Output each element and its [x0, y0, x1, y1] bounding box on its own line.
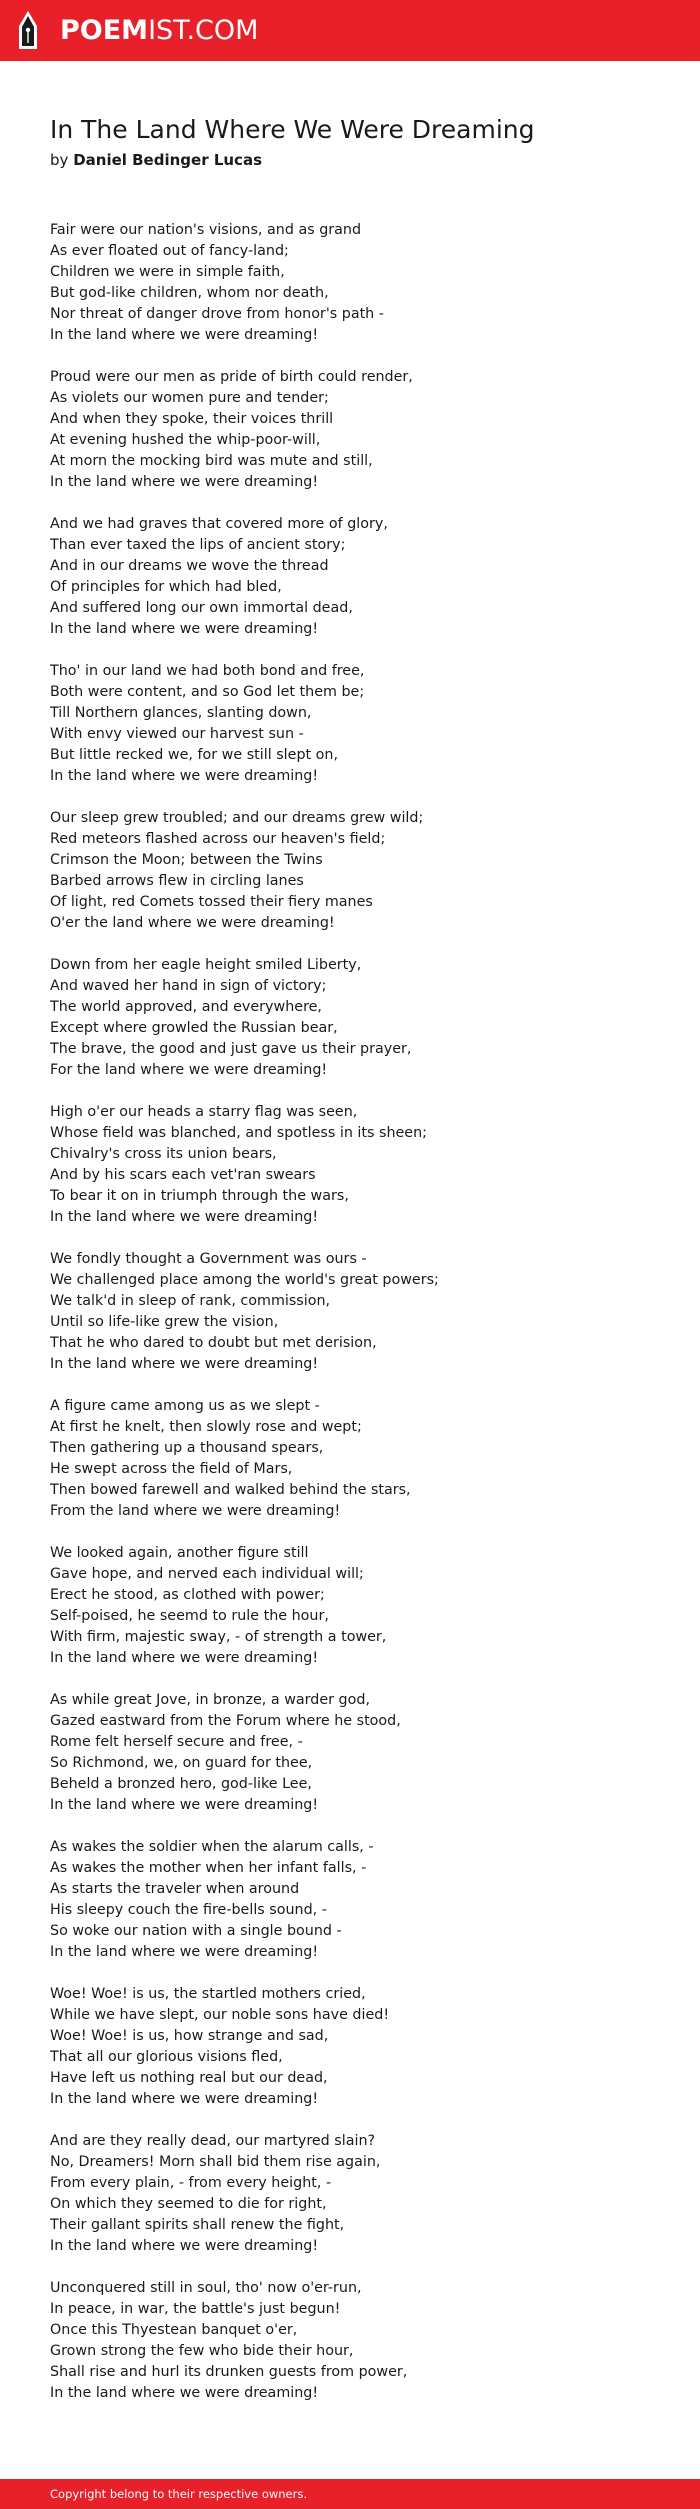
- poem-line: Beheld a bronzed hero, god-like Lee,: [50, 1776, 312, 1792]
- stanza: [50, 1102, 670, 1228]
- stanza: [50, 661, 670, 787]
- poem-line: We challenged place among the world's great powers;: [50, 1272, 439, 1288]
- stanza: [50, 808, 670, 934]
- poem-line: Down from her eagle height smiled Liberty,: [50, 957, 362, 973]
- poem-line: In the land where we were dreaming!: [50, 474, 319, 490]
- poem-line: In the land where we were dreaming!: [50, 768, 319, 784]
- poem-line: From the land where we were dreaming!: [50, 1503, 341, 1519]
- stanza: [50, 220, 670, 346]
- poem-line: Gazed eastward from the Forum where he stood,: [50, 1713, 401, 1729]
- poem-line: And when they spoke, their voices thrill: [50, 411, 334, 427]
- poem-line: We fondly thought a Government was ours -: [50, 1251, 367, 1267]
- poem-line: Then bowed farewell and walked behind the stars,: [50, 1482, 411, 1498]
- stanza: [50, 1396, 670, 1522]
- poem-line: Of light, red Comets tossed their fiery manes: [50, 894, 373, 910]
- poem-line: For the land where we were dreaming!: [50, 1062, 328, 1078]
- poem-line: And we had graves that covered more of glory,: [50, 516, 388, 532]
- poem-line: Their gallant spirits shall renew the fight,: [50, 2217, 345, 2233]
- poem-line: Nor threat of danger drove from honor's path -: [50, 306, 384, 322]
- poem-line: So woke our nation with a single bound -: [50, 1923, 342, 1939]
- poem-line: Grown strong the few who bide their hour,: [50, 2343, 354, 2359]
- poem-line: In the land where we were dreaming!: [50, 1356, 319, 1372]
- poem-line: Fair were our nation's visions, and as grand: [50, 222, 362, 238]
- poem-line: He swept across the field of Mars,: [50, 1461, 293, 1477]
- poem-line: Crimson the Moon; between the Twins: [50, 852, 323, 868]
- poem-line: His sleepy couch the fire-bells sound, -: [50, 1902, 327, 1918]
- poem-line: In the land where we were dreaming!: [50, 621, 319, 637]
- poem-line: In the land where we were dreaming!: [50, 1797, 319, 1813]
- poem-line: Unconquered still in soul, tho' now o'er-run,: [50, 2280, 362, 2296]
- poem-body: [50, 220, 670, 2425]
- poem-line: From every plain, - from every height, -: [50, 2175, 332, 2191]
- poem-line: As violets our women pure and tender;: [50, 390, 329, 406]
- poem-line: The world approved, and everywhere,: [50, 999, 322, 1015]
- stanza: [50, 1837, 670, 1963]
- poem-line: In the land where we were dreaming!: [50, 1209, 319, 1225]
- poem-line: And waved her hand in sign of victory;: [50, 978, 327, 994]
- poem-line: Whose field was blanched, and spotless in its sheen;: [50, 1125, 427, 1141]
- poem-line: As ever floated out of fancy-land;: [50, 243, 289, 259]
- poem-line: In the land where we were dreaming!: [50, 1650, 319, 1666]
- site-footer: [0, 2479, 700, 2509]
- poem-line: Chivalry's cross its union bears,: [50, 1146, 277, 1162]
- poem-line: That all our glorious visions fled,: [50, 2049, 283, 2065]
- poem-line: At morn the mocking bird was mute and still,: [50, 453, 373, 469]
- poem-line: We looked again, another figure still: [50, 1545, 309, 1561]
- poem-line: While we have slept, our noble sons have died!: [50, 2007, 390, 2023]
- poem-line: Except where growled the Russian bear,: [50, 1020, 338, 1036]
- poem-line: At first he knelt, then slowly rose and wept;: [50, 1419, 362, 1435]
- poem-line: As wakes the soldier when the alarum calls, -: [50, 1839, 374, 1855]
- poem-line: And are they really dead, our martyred slain?: [50, 2133, 376, 2149]
- poem-line: As while great Jove, in bronze, a warder god,: [50, 1692, 371, 1708]
- poem-title: In The Land Where We Were Dreaming: [50, 115, 535, 144]
- poem-line: Rome felt herself secure and free, -: [50, 1734, 303, 1750]
- poem-line: Than ever taxed the lips of ancient story;: [50, 537, 346, 553]
- poem-line: With firm, majestic sway, - of strength a tower,: [50, 1629, 387, 1645]
- logo-text-bold: POEM: [60, 15, 149, 46]
- poem-line: The brave, the good and just gave us their prayer,: [50, 1041, 412, 1057]
- stanza: [50, 955, 670, 1081]
- poem-line: In the land where we were dreaming!: [50, 2238, 319, 2254]
- stanza: [50, 2278, 670, 2404]
- poem-line: Self-poised, he seemd to rule the hour,: [50, 1608, 329, 1624]
- stanza: [50, 1249, 670, 1375]
- poem-line: No, Dreamers! Morn shall bid them rise again,: [50, 2154, 381, 2170]
- poem-line: In the land where we were dreaming!: [50, 2385, 319, 2401]
- poem-line: Woe! Woe! is us, the startled mothers cried,: [50, 1986, 366, 2002]
- poem-line: Have left us nothing real but our dead,: [50, 2070, 328, 2086]
- poem-line: And suffered long our own immortal dead,: [50, 600, 353, 616]
- poem-line: Barbed arrows flew in circling lanes: [50, 873, 304, 889]
- poem-line: To bear it on in triumph through the wars,: [50, 1188, 349, 1204]
- stanza: [50, 367, 670, 493]
- poem-line: We talk'd in sleep of rank, commission,: [50, 1293, 331, 1309]
- poem-line: At evening hushed the whip-poor-will,: [50, 432, 321, 448]
- pen-nib-icon: [16, 10, 40, 50]
- poem-line: Of principles for which had bled,: [50, 579, 282, 595]
- poem-line: Till Northern glances, slanting down,: [50, 705, 312, 721]
- poem-line: In the land where we were dreaming!: [50, 2091, 319, 2107]
- stanza: [50, 514, 670, 640]
- poem-line: But god-like children, whom nor death,: [50, 285, 329, 301]
- author-link[interactable]: Daniel Bedinger Lucas: [73, 151, 262, 169]
- poem-line: In the land where we were dreaming!: [50, 1944, 319, 1960]
- poem-line: And by his scars each vet'ran swears: [50, 1167, 316, 1183]
- poem-line: Erect he stood, as clothed with power;: [50, 1587, 325, 1603]
- stanza: [50, 1690, 670, 1816]
- stanza: [50, 1984, 670, 2110]
- copyright-notice: Copyright belong to their respective owners.: [50, 2487, 308, 2501]
- poem-line: High o'er our heads a starry flag was seen,: [50, 1104, 358, 1120]
- logo-text-regular: IST.COM: [148, 15, 259, 46]
- stanza: [50, 2131, 670, 2257]
- poem-line: With envy viewed our harvest sun -: [50, 726, 304, 742]
- poem-line: Proud were our men as pride of birth could render,: [50, 369, 413, 385]
- poem-line: Then gathering up a thousand spears,: [50, 1440, 324, 1456]
- poem-line: In peace, in war, the battle's just begun!: [50, 2301, 341, 2317]
- poem-line: Gave hope, and nerved each individual will;: [50, 1566, 364, 1582]
- poem-line: O'er the land where we were dreaming!: [50, 915, 335, 931]
- poem-line: Until so life-like grew the vision,: [50, 1314, 279, 1330]
- poem-line: So Richmond, we, on guard for thee,: [50, 1755, 313, 1771]
- poem-line: Shall rise and hurl its drunken guests from power,: [50, 2364, 408, 2380]
- poem-line: That he who dared to doubt but met derision,: [50, 1335, 377, 1351]
- poem-line: Tho' in our land we had both bond and free,: [50, 663, 365, 679]
- site-header: [0, 0, 700, 61]
- poem-line: And in our dreams we wove the thread: [50, 558, 329, 574]
- poem-line: Children we were in simple faith,: [50, 264, 285, 280]
- poem-line: Our sleep grew troubled; and our dreams grew wild;: [50, 810, 424, 826]
- poem-line: Once this Thyestean banquet o'er,: [50, 2322, 298, 2338]
- poem-line: Woe! Woe! is us, how strange and sad,: [50, 2028, 329, 2044]
- by-label: by: [50, 151, 69, 169]
- poem-line: Red meteors flashed across our heaven's field;: [50, 831, 386, 847]
- stanza: [50, 1543, 670, 1669]
- poem-line: As starts the traveler when around: [50, 1881, 300, 1897]
- poem-line: Both were content, and so God let them be;: [50, 684, 365, 700]
- site-logo-text: [60, 16, 258, 46]
- byline: [50, 150, 262, 170]
- poem-line: A figure came among us as we slept -: [50, 1398, 320, 1414]
- poem-line: On which they seemed to die for right,: [50, 2196, 327, 2212]
- poem-line: As wakes the mother when her infant falls, -: [50, 1860, 367, 1876]
- poem-line: In the land where we were dreaming!: [50, 327, 319, 343]
- poem-line: But little recked we, for we still slept on,: [50, 747, 339, 763]
